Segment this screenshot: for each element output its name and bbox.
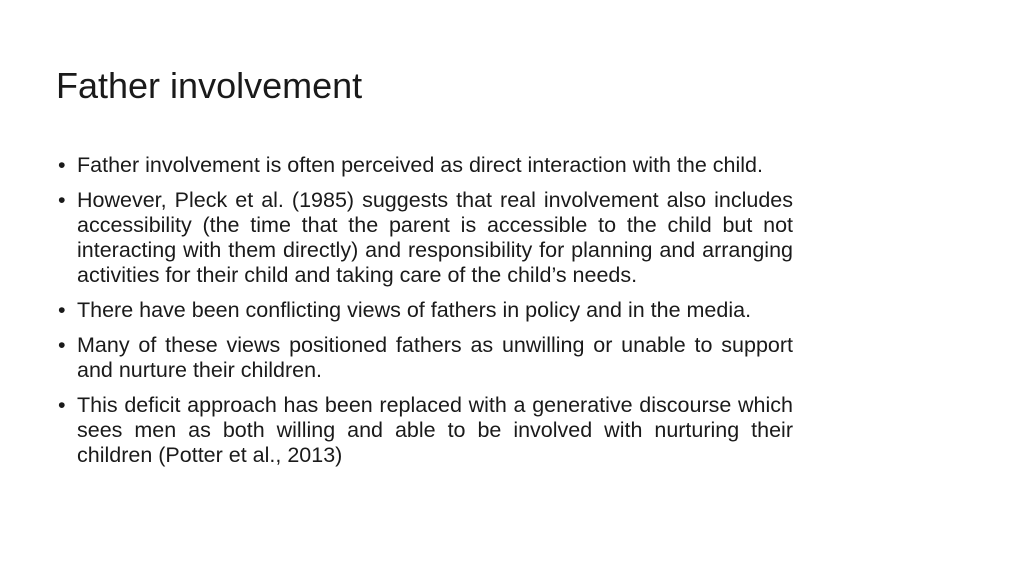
bullet-text: This deficit approach has been replaced with a generative discourse which sees men as both willing and able to be involved with nurturing their children (Potter et al., 2013) (77, 393, 793, 467)
bullet-item (56, 153, 793, 178)
bullet-item (56, 393, 793, 468)
bullet-list (56, 153, 793, 478)
bullet-icon: • (58, 153, 66, 177)
slide-title: Father involvement (56, 65, 363, 106)
bullet-icon: • (58, 393, 66, 417)
bullet-text: Many of these views positioned fathers as unwilling or unable to support and nurture their children. (77, 333, 793, 382)
bullet-icon: • (58, 298, 66, 322)
bullet-item (56, 298, 793, 323)
bullet-icon: • (58, 188, 66, 212)
bullet-icon: • (58, 333, 66, 357)
bullet-text: However, Pleck et al. (1985) suggests that real involvement also includes accessibility (the time that the parent is accessible to the child but not interacting with them directly) and responsibility for planning and arranging activities for their child and taking care of the child’s needs. (77, 188, 793, 287)
bullet-text: Father involvement is often perceived as direct interaction with the child. (77, 153, 763, 177)
bullet-text: There have been conflicting views of fathers in policy and in the media. (77, 298, 752, 322)
bullet-item (56, 333, 793, 383)
bullet-item (56, 188, 793, 288)
